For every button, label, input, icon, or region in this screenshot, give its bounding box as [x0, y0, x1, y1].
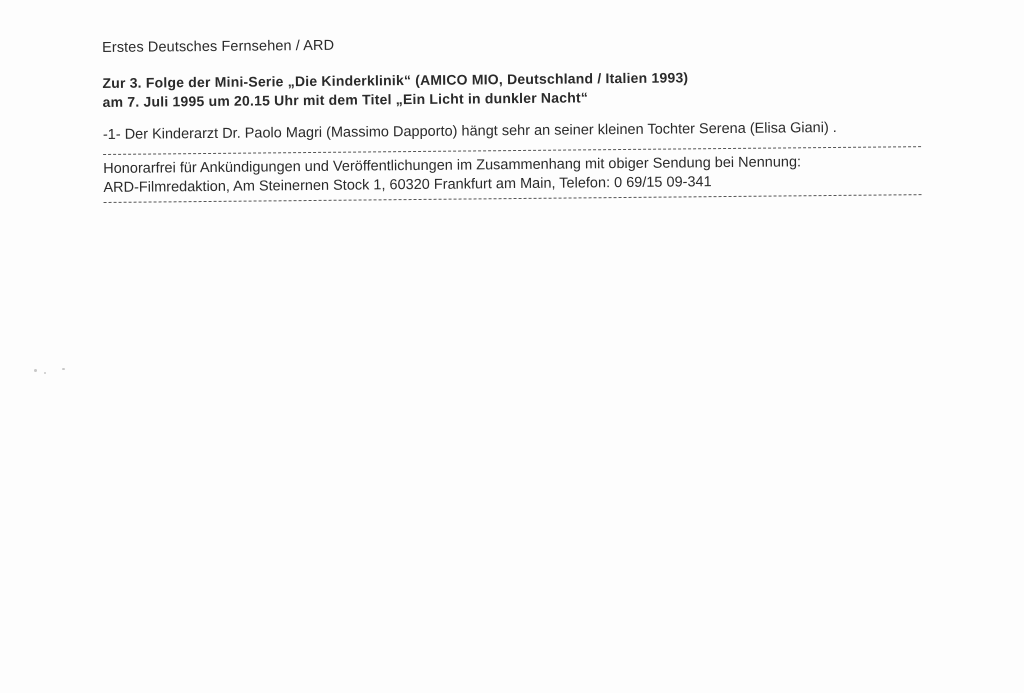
copyright-notice — [103, 152, 923, 198]
network-name: Erstes Deutsches Fernsehen / ARD — [102, 37, 335, 56]
photo-caption: -1- Der Kinderarzt Dr. Paolo Magri (Massimo Dapporto) hängt sehr an seiner kleinen Tochter Serena (Elisa Giani) . — [102, 119, 837, 143]
notice-line-2: ARD-Filmredaktion, Am Steinernen Stock 1, 60320 Frankfurt am Main, Telefon: 0 69/15 09-341 — [103, 174, 712, 196]
paper-speck — [34, 369, 37, 372]
notice-line-1: Honorarfrei für Ankündigungen und Veröffentlichungen im Zusammenhang mit obiger Sendung bei Nennung: — [103, 154, 802, 177]
headline-line-2: am 7. Juli 1995 um 20.15 Uhr mit dem Titel „Ein Licht in dunkler Nacht“ — [102, 89, 589, 110]
headline-line-1: Zur 3. Folge der Mini-Serie „Die Kinderklinik“ (AMICO MIO, Deutschland / Italien 1993) — [102, 69, 689, 91]
paper-speck — [44, 372, 46, 374]
episode-headline — [102, 66, 922, 112]
paper-speck — [62, 368, 65, 370]
printed-label — [102, 32, 924, 203]
